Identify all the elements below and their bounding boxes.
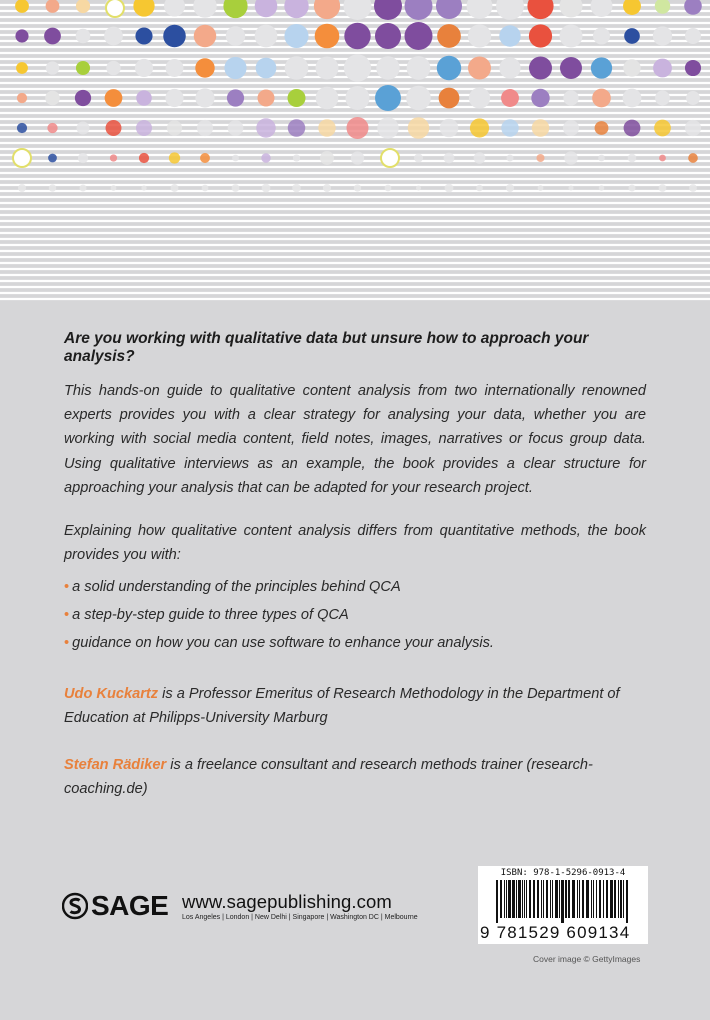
isbn-label: ISBN: 978-1-5296-0913-4 — [500, 868, 626, 878]
isbn-barcode — [478, 866, 648, 944]
intro-paragraph: Explaining how qualitative content analysis differs from quantitative methods, the book provides you with: — [64, 523, 646, 564]
sage-logo: SAGE — [62, 890, 168, 922]
dot-pattern-decoration — [0, 0, 710, 305]
bullet-dot-icon: • — [64, 607, 70, 623]
bullet-dot-icon: • — [64, 579, 70, 595]
description-paragraph: This hands-on guide to qualitative content analysis from two internationally renowned experts provides you with a clear strategy for analysing your data, whether you are working with social media content, field notes, images, narratives or focus group data. Using qualitative interviews as an example, the book provides a clear structure for approaching your analysis that can be adapted for your research project. — [64, 383, 646, 496]
bullet-dot-icon: • — [64, 635, 70, 651]
benefit-list — [64, 575, 494, 659]
list-item: • guidance on how you can use software to enhance your analysis. — [64, 635, 494, 651]
isbn-number: 9 781529 609134 — [480, 923, 631, 942]
barcode-bars-icon — [496, 880, 630, 923]
publisher-cities: Los Angeles | London | New Delhi | Singapore | Washington DC | Melbourne — [182, 914, 418, 921]
sage-emblem-icon — [62, 891, 88, 921]
author-bio-radiker: Stefan Rädiker is a freelance consultant and research methods trainer (research-coaching.de) — [64, 757, 593, 798]
author-name: Udo Kuckartz — [64, 686, 159, 702]
publisher-url: www.sagepublishing.com — [182, 891, 392, 912]
publisher-info — [182, 891, 418, 921]
list-item: • a solid understanding of the principles behind QCA — [64, 579, 401, 595]
author-name: Stefan Rädiker — [64, 757, 167, 773]
author-bio-kuckartz: Udo Kuckartz is a Professor Emeritus of Research Methodology in the Department of Education at Philipps-University Marburg — [64, 686, 620, 727]
cover-credit: Cover image © GettyImages — [533, 954, 641, 964]
list-item: • a step-by-step guide to three types of QCA — [64, 607, 349, 623]
tagline-question: Are you working with qualitative data but unsure how to approach your analysis? — [64, 330, 589, 365]
